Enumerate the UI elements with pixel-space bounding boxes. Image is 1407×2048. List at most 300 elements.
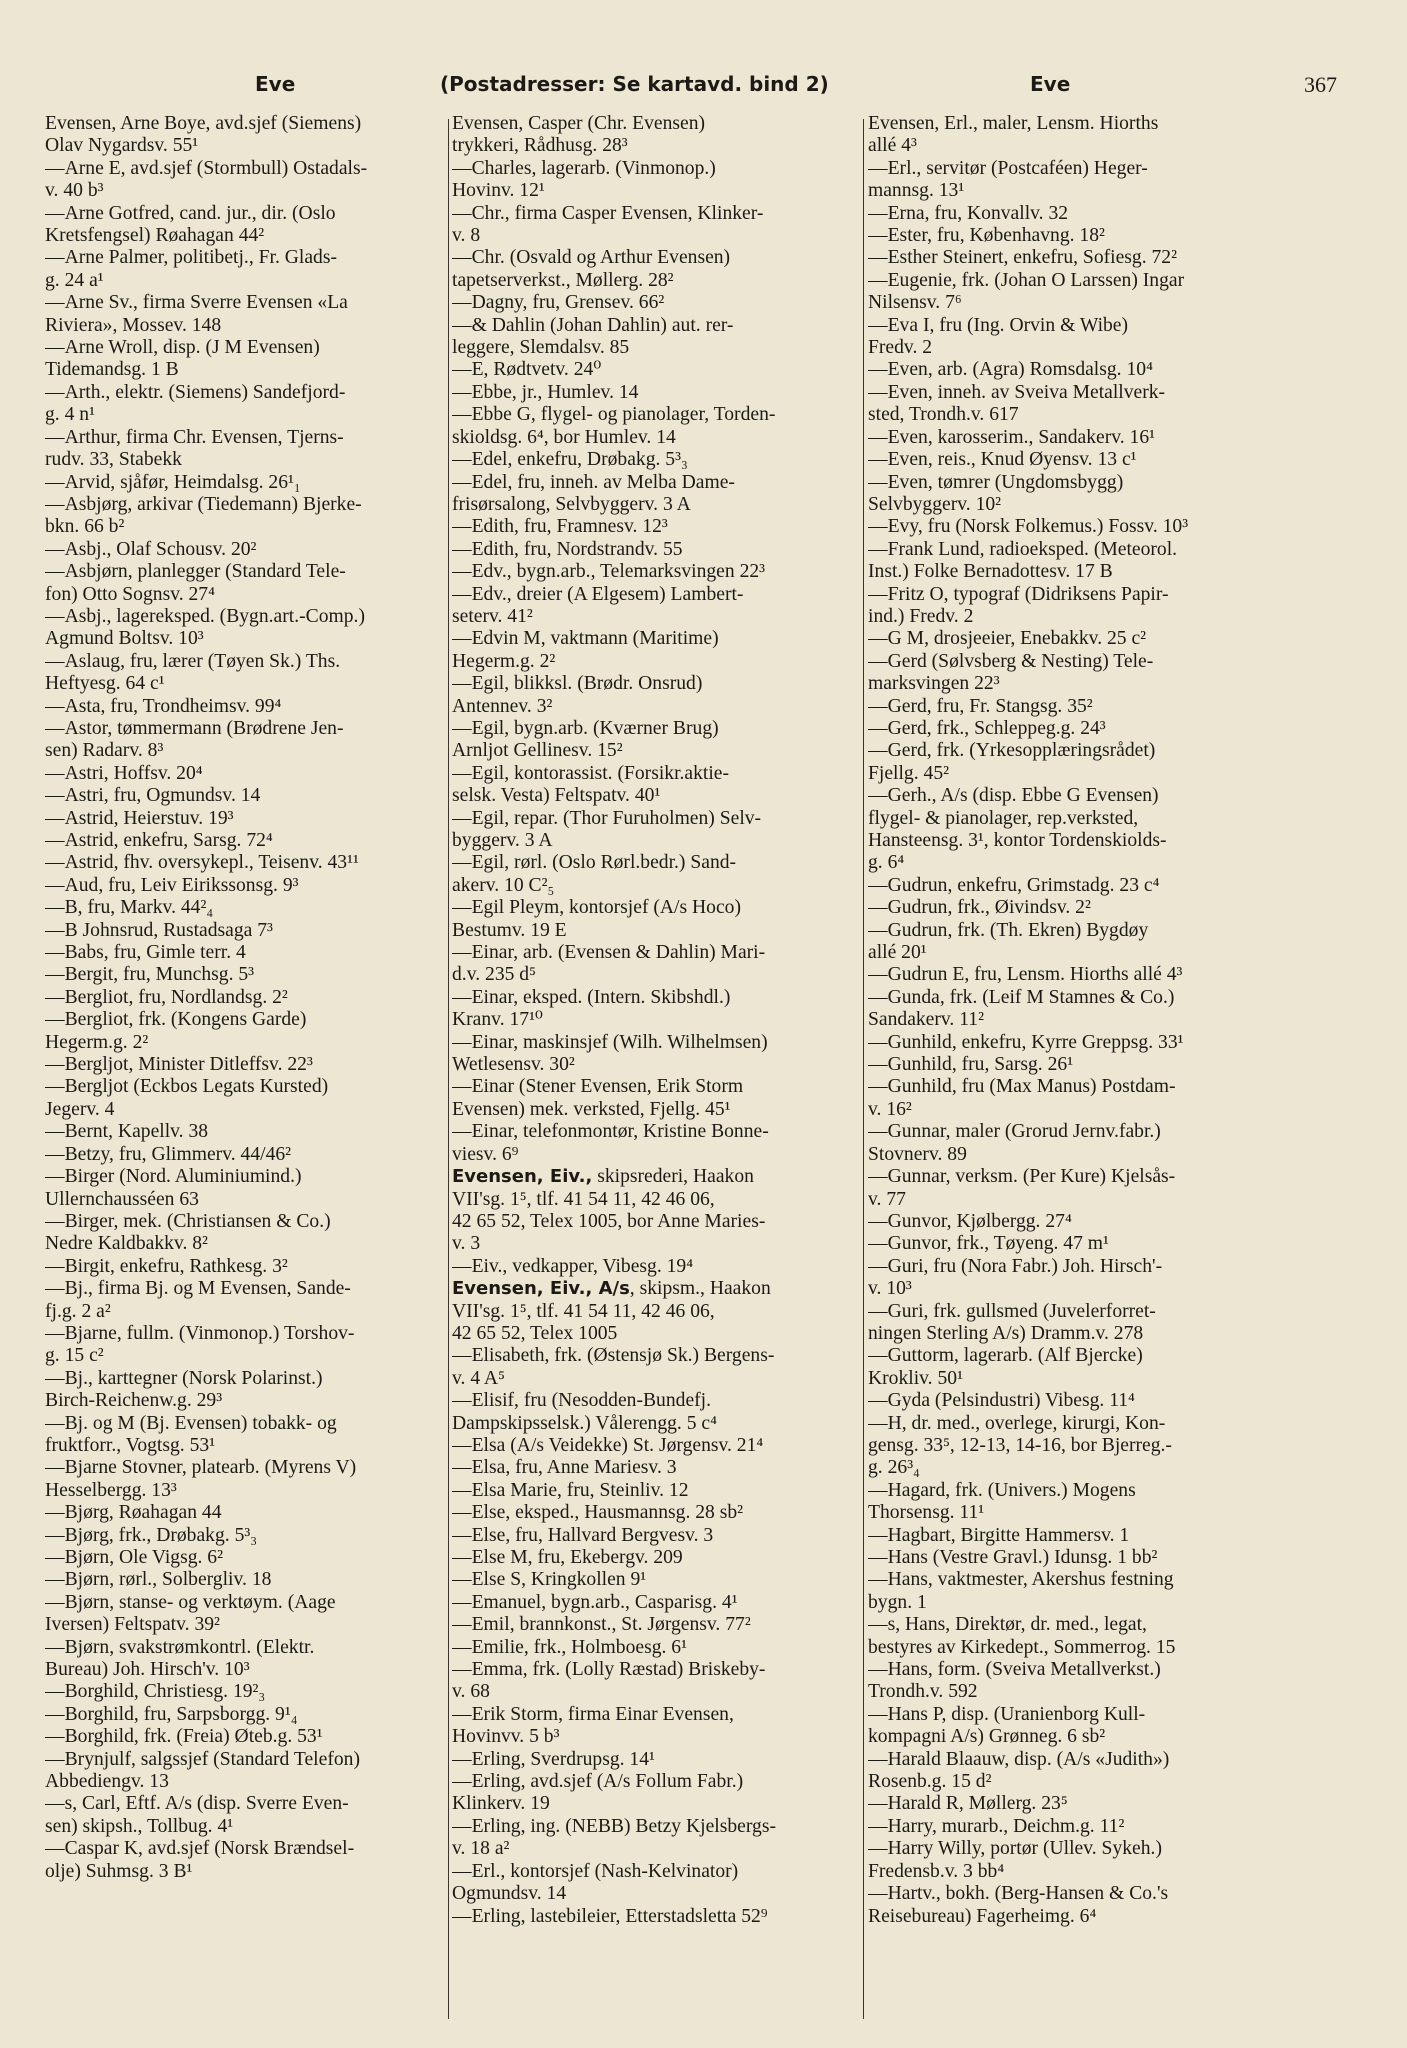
directory-entry <box>452 561 862 583</box>
directory-entry <box>452 897 862 942</box>
entry-continuation: Hovinv. 12¹ <box>452 180 545 202</box>
entry-continuation: bkn. 66 b² <box>45 516 125 538</box>
entry-line: —G M, drosjeeier, Enebakkv. 25 c² <box>868 628 1147 650</box>
directory-entry <box>452 359 862 381</box>
directory-entry <box>452 763 862 808</box>
entry-line: —Asbjørg, arkivar (Tiedemann) Bjerke- <box>45 493 362 515</box>
directory-entry <box>868 920 1278 965</box>
entry-line: —Gudrun, enkefru, Grimstadg. 23 c⁴ <box>868 874 1160 896</box>
directory-entry <box>452 516 862 538</box>
directory-entry <box>452 1614 862 1636</box>
entry-line: —Egil, kontorassist. (Forsikr.aktie- <box>452 762 730 784</box>
entry-line: —Birger (Nord. Aluminiumind.) <box>45 1166 302 1188</box>
page-number: 367 <box>1304 72 1337 97</box>
entry-line: —Erling, avd.sjef (A/s Follum Fabr.) <box>452 1771 744 1793</box>
directory-entry <box>45 808 455 830</box>
directory-entry <box>45 1502 455 1524</box>
entry-line: —Bjørg, Røahagan 44 <box>45 1502 222 1524</box>
directory-entry <box>45 942 455 964</box>
entry-continuation: Nedre Kaldbakkv. 8² <box>45 1233 208 1255</box>
directory-entry <box>452 1637 862 1659</box>
entry-continuation: Kretsfengsel) Røahagan 44² <box>45 225 265 247</box>
firm-name: Evensen, Eiv., A/s <box>452 1278 630 1300</box>
entry-line: —Chr. (Osvald og Arthur Evensen) <box>452 247 731 269</box>
entry-line: —Egil, repar. (Thor Furuholmen) Selv- <box>452 807 762 829</box>
directory-entry <box>45 1211 455 1256</box>
entry-line: —Harald Blaauw, disp. (A/s «Judith») <box>868 1748 1170 1770</box>
entry-line: —Bjørn, stanse- og verktøym. (Aage <box>45 1591 336 1613</box>
column-1 <box>45 113 455 2043</box>
entry-line: —Evy, fru (Norsk Folkemus.) Fossv. 10³ <box>868 516 1189 538</box>
firm-name: Evensen, Eiv., <box>452 1166 593 1188</box>
entry-continuation: Dampskipsselsk.) Vålerengg. 5 c⁴ <box>452 1412 717 1434</box>
directory-entry <box>45 1054 455 1076</box>
entry-continuation: fon) Otto Sognsv. 27⁴ <box>45 583 215 605</box>
directory-entry <box>868 1569 1278 1614</box>
entry-line: —Gunhild, enkefru, Kyrre Greppsg. 33¹ <box>868 1031 1184 1053</box>
directory-entry <box>868 1233 1278 1255</box>
directory-entry <box>868 1256 1278 1301</box>
directory-entry <box>452 1480 862 1502</box>
directory-entry <box>45 1166 455 1211</box>
entry-line: —Harald R, Møllerg. 23⁵ <box>868 1793 1068 1815</box>
directory-entry <box>452 1278 862 1345</box>
entry-line: —Elisif, fru (Nesodden-Bundefj. <box>452 1390 712 1412</box>
directory-entry <box>452 942 862 987</box>
directory-entry <box>868 1211 1278 1233</box>
directory-entry <box>45 964 455 986</box>
directory-entry <box>868 1032 1278 1054</box>
entry-line: —Einar, telefonmontør, Kristine Bonne- <box>452 1121 769 1143</box>
directory-entry <box>868 1525 1278 1547</box>
entry-continuation: Hovinvv. 5 b³ <box>452 1726 560 1748</box>
directory-entry <box>868 539 1278 584</box>
directory-entry <box>45 1076 455 1121</box>
directory-entry <box>452 1592 862 1614</box>
entry-line: —Astri, Hoffsv. 20⁴ <box>45 762 203 784</box>
directory-entry <box>868 740 1278 785</box>
entry-continuation: selsk. Vesta) Feltspatv. 40¹ <box>452 785 661 807</box>
directory-entry <box>868 897 1278 919</box>
entry-line: —Bjarne Stovner, platearb. (Myrens V) <box>45 1457 357 1479</box>
entry-line: —Bj. og M (Bj. Evensen) tobakk- og <box>45 1412 337 1434</box>
entry-line: —Elsa Marie, fru, Steinliv. 12 <box>452 1479 689 1501</box>
entry-continuation: allé 4³ <box>868 135 917 157</box>
entry-continuation: Riviera», Mossev. 148 <box>45 314 222 336</box>
entry-line: —Even, reis., Knud Øyensv. 13 c¹ <box>868 449 1137 471</box>
entry-continuation: v. 40 b³ <box>45 180 104 202</box>
entry-continuation: allé 20¹ <box>868 942 927 964</box>
directory-entry <box>452 539 862 561</box>
directory-entry <box>452 1547 862 1569</box>
entry-line: —Eugenie, frk. (Johan O Larssen) Ingar <box>868 269 1185 291</box>
directory-entry <box>452 673 862 718</box>
entry-continuation: Hegerm.g. 2² <box>452 650 556 672</box>
entry-line: —Gunda, frk. (Leif M Stamnes & Co.) <box>868 986 1175 1008</box>
entry-line: —Emanuel, bygn.arb., Casparisg. 4¹ <box>452 1591 738 1613</box>
entry-continuation: Antennev. 3² <box>452 695 553 717</box>
entry-continuation: g. 6⁴ <box>868 852 905 874</box>
directory-entry <box>452 113 862 158</box>
directory-entry <box>452 584 862 629</box>
entry-continuation: v. 4 A⁵ <box>452 1367 505 1389</box>
entry-line: —Emma, frk. (Lolly Ræstad) Briskeby- <box>452 1659 766 1681</box>
directory-entry <box>45 472 455 494</box>
entry-continuation: Thorsensg. 11¹ <box>868 1502 985 1524</box>
entry-line: —Arne Palmer, politibetj., Fr. Glads- <box>45 247 337 269</box>
directory-entry <box>452 1032 862 1077</box>
directory-entry <box>868 359 1278 381</box>
entry-continuation: 42 65 52, Telex 1005 <box>452 1322 618 1344</box>
entry-line: —Else S, Kringkollen 9¹ <box>452 1569 647 1591</box>
entry-continuation: flygel- & pianolager, rep.verksted, <box>868 807 1139 829</box>
entry-continuation: Hesselbergg. 13³ <box>45 1479 177 1501</box>
directory-entry <box>45 1278 455 1323</box>
entry-line: —Einar, eksped. (Intern. Skibshdl.) <box>452 986 731 1008</box>
directory-entry <box>452 628 862 673</box>
entry-continuation: Reisebureau) Fagerheimg. 6⁴ <box>868 1905 1097 1927</box>
directory-entry <box>45 1637 455 1682</box>
directory-entry <box>452 1749 862 1771</box>
entry-line: —Bjørn, svakstrømkontrl. (Elektr. <box>45 1636 315 1658</box>
directory-entry <box>45 830 455 852</box>
directory-entry <box>45 1726 455 1748</box>
entry-continuation: v. 16² <box>868 1098 912 1120</box>
directory-entry <box>45 1323 455 1368</box>
entry-line: —Edel, enkefru, Drøbakg. 5³₃ <box>452 449 688 471</box>
entry-line: —Gunhild, fru, Sarsg. 26¹ <box>868 1054 1074 1076</box>
directory-entry <box>45 1547 455 1569</box>
entry-line: —Erl., kontorsjef (Nash-Kelvinator) <box>452 1860 739 1882</box>
entry-line: —Bjarne, fullm. (Vinmonop.) Torshov- <box>45 1322 355 1344</box>
entry-line: —Frank Lund, radioeksped. (Meteorol. <box>868 538 1178 560</box>
entry-line: —Edel, fru, inneh. av Melba Dame- <box>452 471 735 493</box>
directory-entry <box>452 382 862 404</box>
entry-continuation: kompagni A/s) Grønneg. 6 sb² <box>868 1726 1106 1748</box>
entry-line: —Bjørg, frk., Drøbakg. 5³₃ <box>45 1524 258 1546</box>
entry-line: —Bergliot, fru, Nordlandsg. 2² <box>45 986 288 1008</box>
entry-line: —Hans, vaktmester, Akershus festning <box>868 1569 1174 1591</box>
entry-line: —Arne E, avd.sjef (Stormbull) Ostadals- <box>45 157 368 179</box>
directory-entry <box>452 1704 862 1749</box>
entry-continuation: Sandakerv. 11² <box>868 1009 984 1031</box>
entry-continuation: d.v. 235 d⁵ <box>452 964 536 986</box>
directory-entry <box>45 920 455 942</box>
entry-line: —B Johnsrud, Rustadsaga 7³ <box>45 919 273 941</box>
directory-entry <box>45 247 455 292</box>
directory-entry <box>452 808 862 853</box>
entry-line: —Edith, fru, Framnesv. 12³ <box>452 516 668 538</box>
entry-continuation: gensg. 33⁵, 12-13, 14-16, bor Bjerreg.- <box>868 1434 1172 1456</box>
entry-continuation: mannsg. 13¹ <box>868 180 965 202</box>
entry-line: —Emilie, frk., Holmboesg. 6¹ <box>452 1636 687 1658</box>
directory-entry <box>868 1659 1278 1704</box>
entry-continuation: olje) Suhmsg. 3 B¹ <box>45 1860 193 1882</box>
directory-entry <box>45 785 455 807</box>
directory-entry <box>868 247 1278 269</box>
directory-entry <box>868 1614 1278 1659</box>
directory-entry <box>868 203 1278 225</box>
entry-continuation: skioldsg. 6⁴, bor Humlev. 14 <box>452 426 676 448</box>
entry-continuation: g. 26³₄ <box>868 1457 920 1479</box>
entry-line: Evensen, Eiv., skipsrederi, Haakon <box>452 1166 754 1188</box>
entry-line: —Gunnar, maler (Grorud Jernv.fabr.) <box>868 1121 1161 1143</box>
entry-continuation: tapetserverkst., Møllerg. 28² <box>452 269 674 291</box>
entry-continuation: Fjellg. 45² <box>868 762 949 784</box>
entry-line: —Astri, fru, Ogmundsv. 14 <box>45 785 261 807</box>
entry-line: —Hagard, frk. (Univers.) Mogens <box>868 1479 1136 1501</box>
entry-line: —Eva I, fru (Ing. Orvin & Wibe) <box>868 314 1129 336</box>
directory-entry <box>868 987 1278 1032</box>
entry-line: —Astrid, enkefru, Sarsg. 72⁴ <box>45 830 273 851</box>
entry-line: —Egil, blikksl. (Brødr. Onsrud) <box>452 673 703 695</box>
entry-continuation: Olav Nygardsv. 55¹ <box>45 135 199 157</box>
directory-entry <box>452 247 862 292</box>
entry-continuation: ind.) Fredv. 2 <box>868 605 974 627</box>
entry-continuation: VII'sg. 1⁵, tlf. 41 54 11, 42 46 06, <box>452 1188 715 1210</box>
directory-entry <box>868 382 1278 427</box>
entry-continuation: Evensen) mek. verksted, Fjellg. 45¹ <box>452 1098 731 1120</box>
directory-entry <box>868 964 1278 986</box>
directory-entry <box>45 875 455 897</box>
running-head <box>45 72 1347 106</box>
entry-line: —Guttorm, lagerarb. (Alf Bjercke) <box>868 1345 1143 1367</box>
directory-entry <box>45 539 455 561</box>
entry-continuation: sen) skipsh., Tollbug. 4¹ <box>45 1815 234 1837</box>
entry-line: —Gerd, frk. (Yrkesopplæringsrådet) <box>868 740 1156 762</box>
entry-line: —Gunnar, verksm. (Per Kure) Kjelsås- <box>868 1166 1176 1188</box>
entry-continuation: trykkeri, Rådhusg. 28³ <box>452 135 628 157</box>
entry-continuation: Kranv. 17¹⁰ <box>452 1009 543 1031</box>
entry-line: —H, dr. med., overlege, kirurgi, Kon- <box>868 1412 1166 1434</box>
directory-entry <box>45 852 455 874</box>
entry-line: —Even, tømrer (Ungdomsbygg) <box>868 471 1124 493</box>
entry-continuation: Iversen) Feltspatv. 39² <box>45 1614 220 1636</box>
entry-line: —Elsa (A/s Veidekke) St. Jørgensv. 21⁴ <box>452 1434 764 1456</box>
directory-entry <box>868 270 1278 315</box>
column-3 <box>868 113 1278 2043</box>
entry-continuation: Bestumv. 19 E <box>452 919 567 941</box>
entry-line: —Ester, fru, Københavng. 18² <box>868 225 1105 247</box>
directory-entry <box>45 696 455 718</box>
entry-line: Evensen, Erl., maler, Lensm. Hiorths <box>868 113 1159 134</box>
entry-continuation: Inst.) Folke Bernadottesv. 17 B <box>868 561 1113 583</box>
entry-line: —Else, fru, Hallvard Bergvesv. 3 <box>452 1524 714 1546</box>
directory-entry <box>452 472 862 517</box>
entry-line: Evensen, Arne Boye, avd.sjef (Siemens) <box>45 113 362 134</box>
entry-continuation: akerv. 10 C²₅ <box>452 874 555 896</box>
entry-line: —Gudrun, frk. (Th. Ekren) Bygdøy <box>868 919 1149 941</box>
entry-line: —s, Hans, Direktør, dr. med., legat, <box>868 1614 1147 1636</box>
entry-line: —Einar (Stener Evensen, Erik Storm <box>452 1076 744 1098</box>
entry-line: —Emil, brannkonst., St. Jørgensv. 77² <box>452 1614 751 1636</box>
entry-continuation: Stovnerv. 89 <box>868 1143 967 1165</box>
entry-continuation: Heftyesg. 64 c¹ <box>45 673 165 695</box>
directory-entry <box>452 404 862 449</box>
entry-line: —Bergliot, frk. (Kongens Garde) <box>45 1009 307 1031</box>
entry-line: —Astrid, Heierstuv. 19³ <box>45 807 234 829</box>
entry-line: —Erl., servitør (Postcaféen) Heger- <box>868 157 1148 179</box>
directory-entry <box>868 449 1278 471</box>
entry-continuation: Hegerm.g. 2² <box>45 1031 149 1053</box>
entry-continuation: bestyres av Kirkedept., Sommerrog. 15 <box>868 1636 1176 1658</box>
directory-entry <box>868 1413 1278 1480</box>
entry-continuation: viesv. 6⁹ <box>452 1143 519 1165</box>
directory-entry <box>45 292 455 337</box>
directory-entry <box>868 1749 1278 1794</box>
entry-continuation: Klinkerv. 19 <box>452 1793 550 1815</box>
directory-entry <box>452 1502 862 1524</box>
entry-line: —Eiv., vedkapper, Vibesg. 19⁴ <box>452 1255 694 1277</box>
entry-continuation: v. 68 <box>452 1681 490 1703</box>
directory-entry <box>868 1704 1278 1749</box>
directory-entry <box>452 1569 862 1591</box>
directory-columns <box>45 113 1347 2043</box>
entry-continuation: Bureau) Joh. Hirsch'v. 10³ <box>45 1659 250 1681</box>
entry-continuation: sen) Radarv. 8³ <box>45 740 164 762</box>
entry-line: —Borghild, Christiesg. 19²₃ <box>45 1681 266 1703</box>
entry-continuation: sted, Trondh.v. 617 <box>868 404 1019 426</box>
entry-continuation: g. 4 n¹ <box>45 404 95 426</box>
entry-line: —Elisabeth, frk. (Østensjø Sk.) Bergens- <box>452 1345 775 1367</box>
entry-line: —Astrid, fhv. oversykepl., Teisenv. 43¹¹ <box>45 852 359 874</box>
entry-continuation: Hansteensg. 3¹, kontor Tordenskiolds- <box>868 830 1167 851</box>
entry-line: —Erling, lastebileier, Etterstadsletta 52⁹ <box>452 1905 768 1927</box>
entry-line: —Gerd, frk., Schleppeg.g. 24³ <box>868 717 1106 739</box>
directory-entry <box>868 1547 1278 1569</box>
directory-entry <box>452 1345 862 1390</box>
entry-line: —Gudrun, frk., Øivindsv. 2² <box>868 897 1091 919</box>
entry-line: —Bj., firma Bj. og M Evensen, Sande- <box>45 1278 351 1300</box>
entry-continuation: 42 65 52, Telex 1005, bor Anne Maries- <box>452 1210 766 1232</box>
directory-entry <box>452 718 862 763</box>
entry-line: —Guri, fru (Nora Fabr.) Joh. Hirsch'- <box>868 1255 1163 1277</box>
entry-line: —B, fru, Markv. 44²₄ <box>45 897 214 919</box>
entry-line: —Guri, frk. gullsmed (Juvelerforret- <box>868 1300 1156 1322</box>
entry-continuation: Fredensb.v. 3 bb⁴ <box>868 1860 1005 1882</box>
directory-entry <box>452 1861 862 1906</box>
directory-entry <box>868 225 1278 247</box>
entry-continuation: rudv. 33, Stabekk <box>45 449 182 471</box>
directory-entry <box>452 449 862 471</box>
entry-continuation: Trondh.v. 592 <box>868 1681 978 1703</box>
directory-entry <box>45 1525 455 1547</box>
directory-entry <box>868 875 1278 897</box>
entry-line: —Gyda (Pelsindustri) Vibesg. 11⁴ <box>868 1390 1135 1412</box>
entry-line: —s, Carl, Eftf. A/s (disp. Sverre Even- <box>45 1793 349 1815</box>
directory-entry <box>45 1749 455 1794</box>
entry-line: —Harry Willy, portør (Ullev. Sykeh.) <box>868 1838 1162 1860</box>
directory-entry <box>868 1121 1278 1166</box>
directory-entry <box>868 651 1278 696</box>
directory-entry <box>868 628 1278 650</box>
entry-continuation: v. 10³ <box>868 1278 912 1300</box>
entry-line: —Erik Storm, firma Einar Evensen, <box>452 1703 734 1725</box>
directory-entry <box>45 494 455 539</box>
directory-entry <box>45 1793 455 1838</box>
entry-continuation: Rosenb.g. 15 d² <box>868 1771 992 1793</box>
entry-line: —Brynjulf, salgssjef (Standard Telefon) <box>45 1748 360 1770</box>
entry-line: —Betzy, fru, Glimmerv. 44/46² <box>45 1143 292 1165</box>
header-center-note: (Postadresser: Se kartavd. bind 2) <box>440 72 829 96</box>
entry-continuation: Agmund Boltsv. 10³ <box>45 628 204 650</box>
entry-continuation: ningen Sterling A/s) Dramm.v. 278 <box>868 1322 1144 1344</box>
entry-line: —Erling, ing. (NEBB) Betzy Kjelsbergs- <box>452 1815 776 1837</box>
entry-line: —Hartv., bokh. (Berg-Hansen & Co.'s <box>868 1883 1169 1905</box>
entry-continuation: Birch-Reichenw.g. 29³ <box>45 1390 223 1412</box>
entry-line: —Einar, arb. (Evensen & Dahlin) Mari- <box>452 942 766 964</box>
directory-entry <box>452 1525 862 1547</box>
entry-line: —Even, inneh. av Sveiva Metallverk- <box>868 381 1166 403</box>
directory-entry <box>45 606 455 651</box>
entry-continuation: Arnljot Gellinesv. 15² <box>452 740 623 762</box>
entry-line: —Charles, lagerarb. (Vinmonop.) <box>452 157 716 179</box>
entry-continuation: Jegerv. 4 <box>45 1098 115 1120</box>
directory-entry <box>452 1435 862 1457</box>
column-2 <box>452 113 862 2043</box>
entry-line: —Egil, bygn.arb. (Kværner Brug) <box>452 717 719 739</box>
entry-line: —Gunhild, fru (Max Manus) Postdam- <box>868 1076 1176 1098</box>
entry-line: —Hans (Vestre Gravl.) Idunsg. 1 bb² <box>868 1547 1158 1568</box>
directory-entry <box>45 561 455 606</box>
entry-line: —Arth., elektr. (Siemens) Sandefjord- <box>45 381 346 403</box>
entry-line: —Arvid, sjåfør, Heimdalsg. 26¹₁ <box>45 471 301 493</box>
entry-line: Evensen, Casper (Chr. Evensen) <box>452 113 706 134</box>
entry-line: —Else, eksped., Hausmannsg. 28 sb² <box>452 1502 744 1524</box>
entry-line: —Bjørn, rørl., Solbergliv. 18 <box>45 1569 272 1591</box>
directory-entry <box>45 1592 455 1637</box>
directory-entry <box>452 1659 862 1704</box>
directory-entry <box>452 203 862 248</box>
directory-entry <box>45 1368 455 1413</box>
directory-entry <box>45 203 455 248</box>
directory-entry <box>452 852 862 897</box>
entry-line: —Egil, rørl. (Oslo Rørl.bedr.) Sand- <box>452 852 737 874</box>
directory-entry <box>45 337 455 382</box>
entry-line: —Erna, fru, Konvallv. 32 <box>868 202 1069 224</box>
entry-line: —Aud, fru, Leiv Eirikssonsg. 9³ <box>45 874 299 896</box>
directory-entry <box>45 1256 455 1278</box>
directory-entry <box>452 1256 862 1278</box>
entry-line: —Edith, fru, Nordstrandv. 55 <box>452 538 683 560</box>
entry-continuation: v. 8 <box>452 225 481 247</box>
entry-continuation: Krokliv. 50¹ <box>868 1367 963 1389</box>
directory-entry <box>45 651 455 696</box>
entry-continuation: Fredv. 2 <box>868 337 933 359</box>
entry-line: —Birgit, enkefru, Rathkesg. 3² <box>45 1255 288 1277</box>
entry-line: —Birger, mek. (Christiansen & Co.) <box>45 1210 331 1232</box>
entry-line: —Asbj., Olaf Schousv. 20² <box>45 538 257 560</box>
entry-continuation: fj.g. 2 a² <box>45 1300 111 1322</box>
entry-line: —Arne Gotfred, cand. jur., dir. (Oslo <box>45 202 336 224</box>
directory-entry <box>868 1166 1278 1211</box>
entry-line: —Arne Sv., firma Sverre Evensen «La <box>45 292 348 314</box>
directory-entry <box>45 1413 455 1458</box>
directory-entry <box>452 1457 862 1479</box>
directory-entry <box>45 158 455 203</box>
entry-continuation: seterv. 41² <box>452 605 533 627</box>
directory-entry <box>868 1301 1278 1346</box>
entry-line: —Ebbe G, flygel- og pianolager, Torden- <box>452 404 776 426</box>
entry-continuation: v. 77 <box>868 1188 906 1210</box>
directory-entry <box>452 1076 862 1121</box>
entry-line: —Gerd, fru, Fr. Stangsg. 35² <box>868 695 1093 717</box>
entry-continuation: byggerv. 3 A <box>452 830 553 851</box>
directory-entry <box>868 785 1278 875</box>
directory-entry <box>45 1704 455 1726</box>
directory-entry <box>452 1816 862 1861</box>
entry-line: —Aslaug, fru, lærer (Tøyen Sk.) Ths. <box>45 650 341 672</box>
